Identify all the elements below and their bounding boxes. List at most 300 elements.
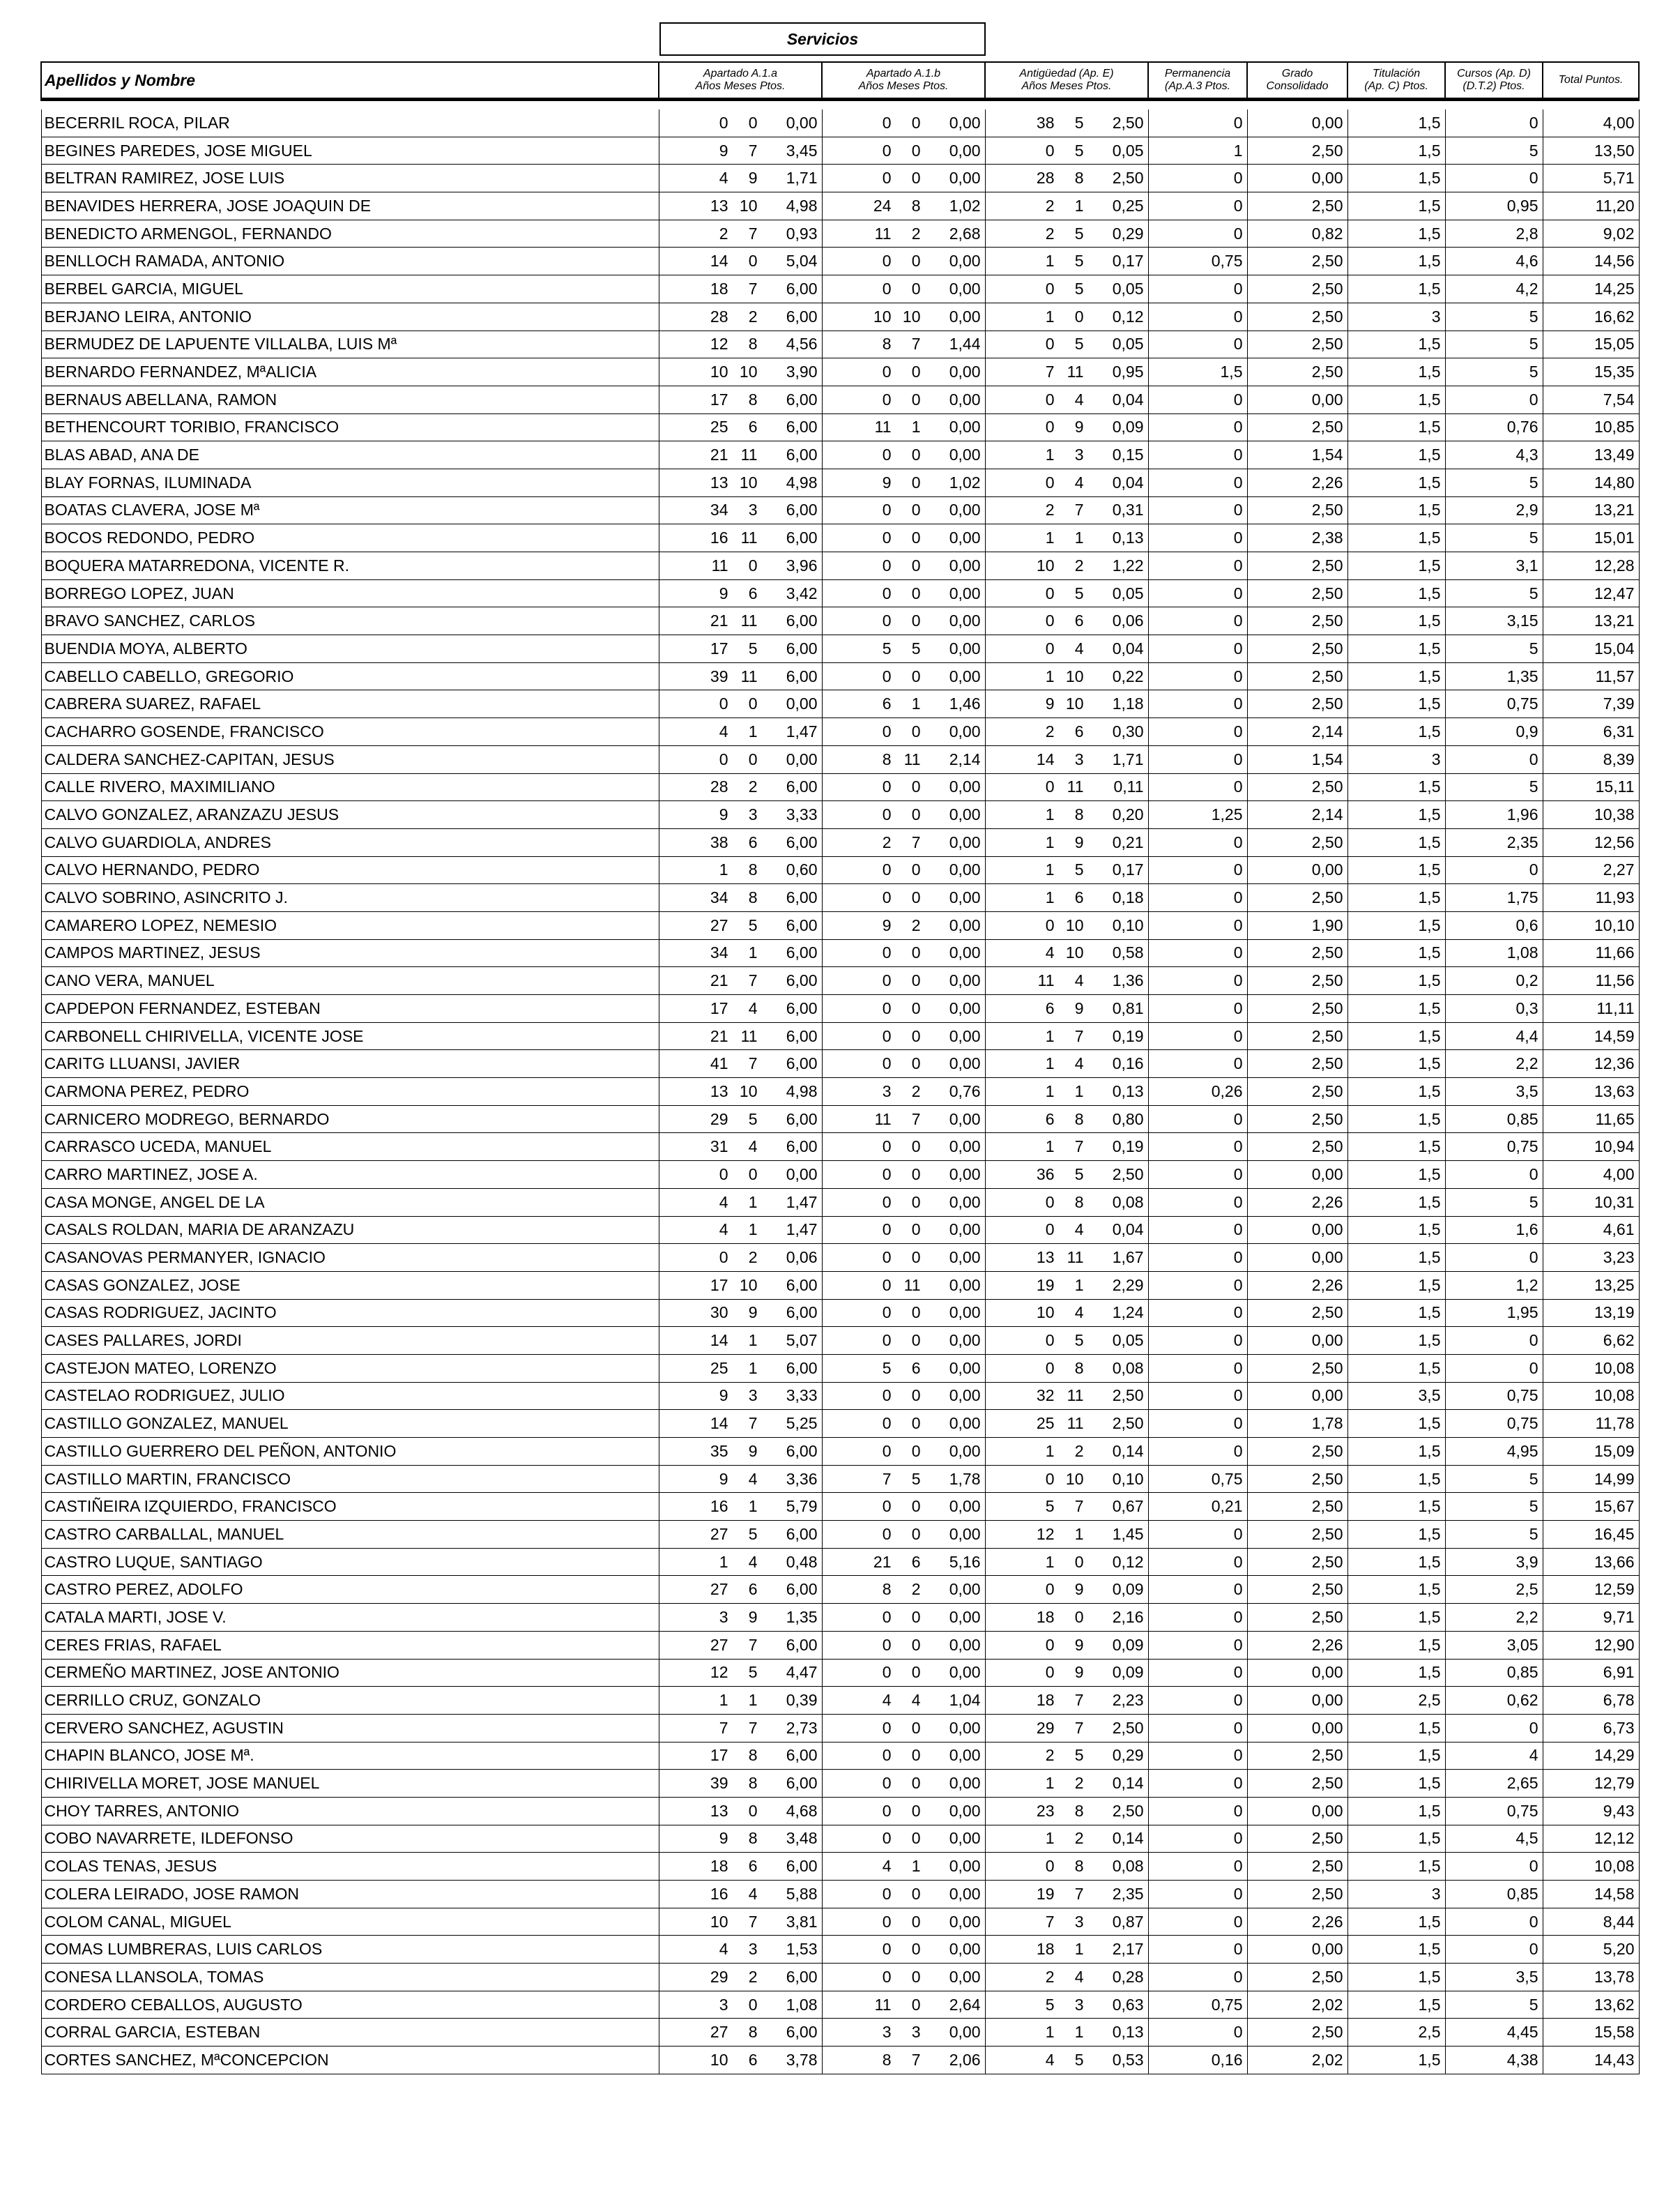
table-row [41,995,1639,1023]
table-row [41,1161,1639,1189]
a1a-cell [659,331,822,358]
total-value: 13,21 [1543,607,1639,635]
table-row [41,192,1639,220]
a1b-cell [822,1493,985,1521]
titulacion-value: 1,5 [1347,1078,1445,1106]
a1b-cell [822,745,985,773]
points-value: 0,00 [949,1857,981,1876]
total-value: 7,54 [1543,386,1639,413]
points-value: 0,04 [1112,390,1144,409]
grado-value: 2,02 [1247,2047,1347,2074]
months-value: 7 [1074,1884,1084,1903]
a1a-cell [659,1133,822,1161]
a1b-cell [822,1853,985,1881]
total-value: 14,29 [1543,1742,1639,1770]
total-value: 8,44 [1543,1908,1639,1936]
points-value: 0,00 [949,1303,981,1322]
months-value: 7 [748,1912,758,1931]
servicios-header: Servicios [659,22,986,56]
years-value: 2 [1045,196,1055,215]
permanencia-value: 0 [1148,220,1247,248]
titulacion-value: 1,5 [1347,1964,1445,1991]
points-value: 1,44 [949,335,981,354]
total-value: 6,91 [1543,1659,1639,1687]
months-value: 11 [1067,363,1084,381]
years-value: 28 [1036,169,1055,188]
employee-name: CASANOVAS PERMANYER, IGNACIO [41,1244,659,1272]
points-value: 6,00 [786,777,818,796]
grado-value: 2,50 [1247,1964,1347,1991]
years-value: 14 [710,1331,728,1350]
points-value: 0,00 [949,1331,981,1350]
employee-name: CHAPIN BLANCO, JOSE Mª. [41,1742,659,1770]
years-value: 0 [882,1386,892,1405]
cursos-value: 4,3 [1445,441,1543,469]
grado-value: 2,50 [1247,1050,1347,1078]
points-value: 0,00 [949,1718,981,1737]
grado-value: 2,50 [1247,884,1347,912]
points-value: 6,00 [786,1109,818,1128]
points-value: 0,20 [1112,805,1144,824]
months-value: 8 [748,390,758,409]
months-value: 0 [911,169,921,188]
points-value: 0,80 [1112,1109,1144,1128]
titulacion-value: 3 [1347,1881,1445,1908]
years-value: 6 [1045,1109,1055,1128]
titulacion-value: 1,5 [1347,386,1445,413]
a1a-cell [659,662,822,690]
years-value: 0 [882,1774,892,1793]
antiguedad-cell [985,1493,1148,1521]
cursos-value: 0 [1445,165,1543,192]
years-value: 0 [882,169,892,188]
a1b-cell [822,828,985,856]
years-value: 17 [710,1746,728,1765]
years-value: 0 [1045,584,1055,602]
employee-name: CERMEÑO MARTINEZ, JOSE ANTONIO [41,1659,659,1687]
a1a-cell [659,1631,822,1659]
years-value: 1 [1045,860,1055,879]
years-value: 0 [882,1164,892,1183]
years-value: 0 [1045,1580,1055,1599]
a1b-cell [822,413,985,441]
table-body [41,109,1639,2074]
permanencia-value: 0 [1148,1631,1247,1659]
years-value: 1 [1045,1829,1055,1848]
antiguedad-cell [985,773,1148,801]
points-value: 0,00 [949,1358,981,1377]
points-value: 0,14 [1112,1829,1144,1848]
points-value: 2,50 [1112,1718,1144,1737]
years-value: 0 [882,446,892,464]
a1a-cell [659,137,822,165]
antiguedad-cell [985,1742,1148,1770]
years-value: 9 [719,1829,728,1848]
a1a-cell [659,1161,822,1189]
antiguedad-cell [985,469,1148,496]
months-value: 5 [1074,141,1084,160]
cursos-value: 0 [1445,1908,1543,1936]
months-value: 1 [1074,2023,1084,2042]
table-row [41,413,1639,441]
months-value: 0 [911,529,921,547]
years-value: 0 [882,860,892,879]
months-value: 1 [748,1220,758,1239]
months-value: 1 [1074,196,1084,215]
years-value: 27 [710,1635,728,1654]
permanencia-value: 0 [1148,773,1247,801]
years-value: 0 [882,1663,892,1682]
points-value: 0,00 [949,113,981,132]
points-value: 4,68 [786,1801,818,1820]
years-value: 9 [719,584,728,602]
points-value: 0,17 [1112,860,1144,879]
a1b-cell [822,1908,985,1936]
a1b-cell [822,911,985,939]
permanencia-value: 0 [1148,1908,1247,1936]
antiguedad-cell [985,220,1148,248]
a1a-cell [659,1964,822,1991]
grado-value: 2,50 [1247,1465,1347,1493]
a1b-cell [822,939,985,967]
months-value: 6 [911,1552,921,1571]
a1a-cell [659,1908,822,1936]
total-value: 13,19 [1543,1299,1639,1327]
points-value: 0,00 [949,1524,981,1543]
total-value: 15,09 [1543,1438,1639,1466]
years-value: 9 [1045,694,1055,713]
grado-value: 2,26 [1247,1631,1347,1659]
months-value: 0 [911,1054,921,1073]
months-value: 5 [1074,1331,1084,1350]
months-value: 3 [1074,1912,1084,1931]
table-row [41,1659,1639,1687]
points-value: 5,04 [786,252,818,271]
months-value: 10 [1065,916,1084,934]
titulacion-value: 1,5 [1347,2047,1445,2074]
grado-value: 2,26 [1247,469,1347,496]
months-value: 11 [1067,1248,1084,1267]
antiguedad-cell [985,1188,1148,1216]
titulacion-value: 1,5 [1347,413,1445,441]
months-value: 7 [911,833,921,851]
grado-value: 2,50 [1247,358,1347,386]
points-value: 0,19 [1112,1137,1144,1156]
titulacion-value: 1,5 [1347,1161,1445,1189]
months-value: 1 [748,722,758,741]
grado-value: 2,50 [1247,773,1347,801]
employee-name: CHOY TARRES, ANTONIO [41,1797,659,1825]
years-value: 0 [882,1441,892,1460]
years-value: 35 [710,1441,728,1460]
years-value: 18 [1036,1691,1055,1710]
months-value: 10 [1065,694,1084,713]
titulacion-value: 1,5 [1347,1493,1445,1521]
titulacion-value: 1,5 [1347,1465,1445,1493]
a1b-cell [822,469,985,496]
total-value: 12,47 [1543,579,1639,607]
table-row [41,109,1639,137]
points-value: 0,04 [1112,473,1144,492]
a1b-cell [822,165,985,192]
years-value: 4 [719,1220,728,1239]
antiguedad-cell [985,939,1148,967]
points-value: 0,48 [786,1552,818,1571]
years-value: 0 [882,722,892,741]
months-value: 3 [1074,1995,1084,2014]
months-value: 9 [1074,999,1084,1017]
years-value: 0 [882,113,892,132]
months-value: 0 [911,141,921,160]
points-value: 0,18 [1112,888,1144,907]
total-value: 10,38 [1543,801,1639,829]
employee-name: CERRILLO CRUZ, GONZALO [41,1687,659,1715]
months-value: 7 [748,1718,758,1737]
months-value: 5 [911,639,921,658]
table-row [41,1770,1639,1798]
titulacion-value: 1,5 [1347,1299,1445,1327]
points-value: 5,16 [949,1552,981,1571]
employee-name: BENLLOCH RAMADA, ANTONIO [41,248,659,275]
grado-value: 2,50 [1247,1438,1347,1466]
years-value: 0 [882,805,892,824]
antiguedad-cell [985,801,1148,829]
permanencia-value: 1,5 [1148,358,1247,386]
antiguedad-cell [985,358,1148,386]
a1b-cell [822,635,985,663]
years-value: 1 [1045,1774,1055,1793]
permanencia-value: 0 [1148,109,1247,137]
points-value: 6,00 [786,529,818,547]
years-value: 28 [710,307,728,326]
total-value: 10,08 [1543,1382,1639,1410]
a1b-cell [822,220,985,248]
years-value: 27 [710,1580,728,1599]
years-value: 5 [882,639,892,658]
points-value: 1,22 [1112,556,1144,575]
cursos-value: 5 [1445,331,1543,358]
points-value: 0,00 [949,2023,981,2042]
titulacion-value: 1,5 [1347,1631,1445,1659]
a1a-cell [659,220,822,248]
months-value: 1 [748,1691,758,1710]
permanencia-value: 0 [1148,1022,1247,1050]
months-value: 1 [748,1331,758,1350]
grado-column-header [1247,62,1347,100]
points-value: 0,00 [949,418,981,436]
antiguedad-cell [985,248,1148,275]
months-value: 6 [748,418,758,436]
cursos-value: 4,5 [1445,1825,1543,1853]
years-value: 8 [882,1580,892,1599]
grado-value: 2,50 [1247,2019,1347,2047]
titulacion-value: 1,5 [1347,552,1445,580]
permanencia-value: 0 [1148,1244,1247,1272]
a1b-cell [822,1604,985,1632]
table-row [41,1465,1639,1493]
points-value: 0,00 [949,1940,981,1959]
cursos-value: 5 [1445,1991,1543,2019]
grado-value: 2,50 [1247,552,1347,580]
permanencia-value: 0 [1148,1133,1247,1161]
months-value: 8 [748,1746,758,1765]
grado-value: 2,50 [1247,1493,1347,1521]
total-value: 15,58 [1543,2019,1639,2047]
months-value: 0 [911,1884,921,1903]
years-value: 4 [719,1940,728,1959]
years-value: 0 [882,999,892,1017]
permanencia-value: 0 [1148,1825,1247,1853]
months-value: 8 [1074,1358,1084,1377]
permanencia-value: 0 [1148,2019,1247,2047]
months-value: 2 [1074,556,1084,575]
antiguedad-cell [985,607,1148,635]
employee-name: BERBEL GARCIA, MIGUEL [41,275,659,303]
years-value: 18 [710,279,728,298]
years-value: 0 [882,777,892,796]
years-value: 31 [710,1137,728,1156]
months-value: 0 [911,279,921,298]
points-value: 5,88 [786,1884,818,1903]
grado-value: 2,50 [1247,635,1347,663]
months-value: 0 [911,1220,921,1239]
a1b-cell [822,690,985,718]
permanencia-value: 0 [1148,1354,1247,1382]
cursos-value: 2,8 [1445,220,1543,248]
months-value: 11 [1067,1386,1084,1405]
years-value: 18 [1036,1940,1055,1959]
months-value: 3 [911,2023,921,2042]
permanencia-value: 0 [1148,967,1247,995]
titulacion-value: 1,5 [1347,579,1445,607]
a1b-cell [822,358,985,386]
months-value: 4 [1074,1054,1084,1073]
employee-name: BOQUERA MATARREDONA, VICENTE R. [41,552,659,580]
months-value: 0 [911,584,921,602]
a1b-cell [822,109,985,137]
months-value: 1 [911,1857,921,1876]
points-value: 0,00 [949,279,981,298]
points-value: 4,47 [786,1663,818,1682]
years-value: 0 [719,1248,728,1267]
months-value: 11 [740,446,758,464]
years-value: 0 [1045,916,1055,934]
grado-value: 2,26 [1247,1271,1347,1299]
months-value: 5 [748,1109,758,1128]
years-value: 11 [711,556,728,575]
points-value: 0,00 [949,1497,981,1516]
titulacion-value: 1,5 [1347,773,1445,801]
years-value: 0 [882,943,892,962]
cursos-value: 5 [1445,579,1543,607]
months-value: 5 [911,1469,921,1488]
antiguedad-cell [985,856,1148,884]
years-value: 16 [710,529,728,547]
years-value: 10 [873,307,892,326]
months-value: 0 [911,1303,921,1322]
months-value: 2 [748,307,758,326]
a1b-cell [822,1465,985,1493]
cursos-value: 4,2 [1445,275,1543,303]
total-value: 12,59 [1543,1576,1639,1604]
months-value: 5 [1074,113,1084,132]
points-value: 0,22 [1112,667,1144,685]
employee-name: CASAS RODRIGUEZ, JACINTO [41,1299,659,1327]
permanencia-value: 0 [1148,662,1247,690]
points-value: 0,06 [1112,612,1144,630]
permanencia-value: 0 [1148,1382,1247,1410]
employee-name: CARBONELL CHIRIVELLA, VICENTE JOSE [41,1022,659,1050]
months-value: 6 [1074,888,1084,907]
employee-name: CASAS GONZALEZ, JOSE [41,1271,659,1299]
titulacion-value: 1,5 [1347,1936,1445,1964]
months-value: 7 [911,335,921,354]
months-value: 0 [911,1026,921,1045]
total-value: 14,80 [1543,469,1639,496]
years-value: 0 [882,971,892,990]
permanencia-value: 0 [1148,192,1247,220]
points-value: 0,16 [1112,1054,1144,1073]
a1a-cell [659,1188,822,1216]
cursos-value: 2,2 [1445,1050,1543,1078]
points-value: 0,05 [1112,1331,1144,1350]
titulacion-value: 1,5 [1347,690,1445,718]
table-row [41,469,1639,496]
cursos-value: 1,2 [1445,1271,1543,1299]
a1b-cell [822,1881,985,1908]
cursos-value: 0 [1445,856,1543,884]
table-row [41,165,1639,192]
years-value: 0 [1045,335,1055,354]
employee-name: COLERA LEIRADO, JOSE RAMON [41,1881,659,1908]
table-row [41,1714,1639,1742]
years-value: 0 [882,1884,892,1903]
titulacion-value: 1,5 [1347,1410,1445,1438]
cursos-value: 0,85 [1445,1881,1543,1908]
years-value: 0 [882,612,892,630]
years-value: 0 [719,1164,728,1183]
months-value: 2 [748,1967,758,1986]
months-value: 2 [911,1081,921,1100]
antiguedad-cell [985,275,1148,303]
points-value: 0,00 [949,363,981,381]
total-column-header: Total Puntos. [1543,62,1639,100]
years-value: 1 [1045,1026,1055,1045]
years-value: 34 [710,888,728,907]
a1a-cell [659,1687,822,1715]
a1a-cell [659,607,822,635]
titulacion-value: 2,5 [1347,1687,1445,1715]
years-value: 0 [882,1497,892,1516]
points-value: 6,00 [786,418,818,436]
points-value: 0,00 [949,1663,981,1682]
permanencia-value: 0 [1148,1742,1247,1770]
employee-name: BERMUDEZ DE LAPUENTE VILLALBA, LUIS Mª [41,331,659,358]
months-value: 0 [748,1995,758,2014]
points-value: 0,05 [1112,584,1144,602]
months-value: 9 [748,1441,758,1460]
years-value: 27 [710,1524,728,1543]
points-value: 0,14 [1112,1441,1144,1460]
employee-name: CASTIÑEIRA IZQUIERDO, FRANCISCO [41,1493,659,1521]
points-value: 0,00 [949,1774,981,1793]
months-value: 10 [902,307,921,326]
points-value: 0,00 [949,639,981,658]
years-value: 0 [1045,279,1055,298]
grado-value: 2,50 [1247,662,1347,690]
permanencia-value: 0 [1148,1271,1247,1299]
points-value: 2,35 [1112,1884,1144,1903]
